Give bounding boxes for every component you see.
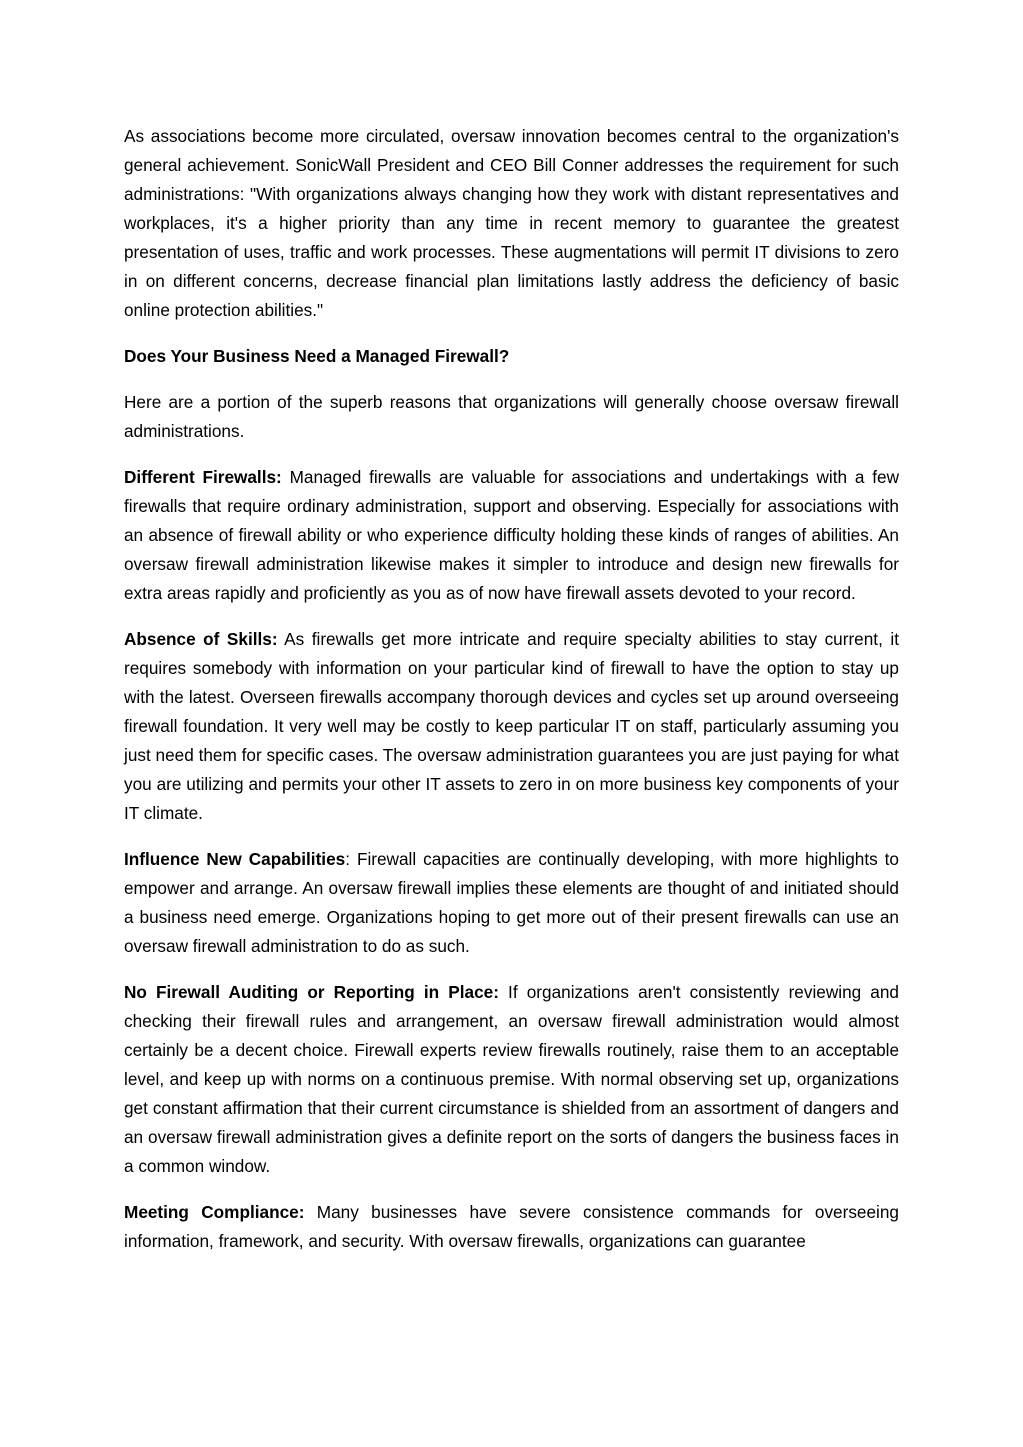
term-influence-new-capabilities: Influence New Capabilities (124, 849, 346, 869)
term-absence-of-skills: Absence of Skills: (124, 629, 278, 649)
paragraph-absence-of-skills (124, 625, 899, 828)
section-heading: Does Your Business Need a Managed Firewall? (124, 346, 510, 366)
document-page (124, 122, 899, 1273)
paragraph-influence-new-capabilities (124, 845, 899, 961)
body-influence-new-capabilities: : Firewall capacities are continually developing, with more highlights to empower and arrange. An oversaw firewall implies these elements are thought of and initiated should a business need emerge. Organizations hoping to get more out of their present firewalls can use an oversaw firewall administration to do as such. (124, 849, 899, 956)
paragraph-different-firewalls (124, 463, 899, 608)
term-meeting-compliance: Meeting Compliance: (124, 1202, 305, 1222)
intro-paragraph: As associations become more circulated, oversaw innovation becomes central to the organization's general achievement. SonicWall President and CEO Bill Conner addresses the requirement for such administrations: "With organizations always changing how they work with distant representatives and workplaces, it's a higher priority than any time in recent memory to guarantee the greatest presentation of uses, traffic and work processes. These augmentations will permit IT divisions to zero in on different concerns, decrease financial plan limitations lastly address the deficiency of basic online protection abilities." (124, 126, 899, 320)
body-no-firewall-auditing: If organizations aren't consistently reviewing and checking their firewall rules and arrangement, an oversaw firewall administration would almost certainly be a decent choice. Firewall experts review firewalls routinely, raise them to an acceptable level, and keep up with norms on a continuous premise. With normal observing set up, organizations get constant affirmation that their current circumstance is shielded from an assortment of dangers and an oversaw firewall administration gives a definite report on the sorts of dangers the business faces in a common window. (124, 982, 899, 1176)
body-absence-of-skills: As firewalls get more intricate and require specialty abilities to stay current, it requires somebody with information on your particular kind of firewall to have the option to stay up with the latest. Overseen firewalls accompany thorough devices and cycles set up around overseeing firewall foundation. It very well may be costly to keep particular IT on staff, particularly assuming you just need them for specific cases. The oversaw administration guarantees you are just paying for what you are utilizing and permits your other IT assets to zero in on more business key components of your IT climate. (124, 629, 899, 823)
term-different-firewalls: Different Firewalls: (124, 467, 282, 487)
term-no-firewall-auditing: No Firewall Auditing or Reporting in Place: (124, 982, 499, 1002)
body-different-firewalls: Managed firewalls are valuable for associations and undertakings with a few firewalls that require ordinary administration, support and observing. Especially for associations with an absence of firewall ability or who experience difficulty holding these kinds of ranges of abilities. An oversaw firewall administration likewise makes it simpler to introduce and design new firewalls for extra areas rapidly and proficiently as you as of now have firewall assets devoted to your record. (124, 467, 899, 603)
lead-paragraph: Here are a portion of the superb reasons that organizations will generally choose oversaw firewall administrations. (124, 392, 899, 441)
paragraph-meeting-compliance (124, 1198, 899, 1256)
body-meeting-compliance: Many businesses have severe consistence commands for overseeing information, framework, and security. With oversaw firewalls, organizations can guarantee (124, 1202, 899, 1251)
paragraph-no-firewall-auditing (124, 978, 899, 1181)
